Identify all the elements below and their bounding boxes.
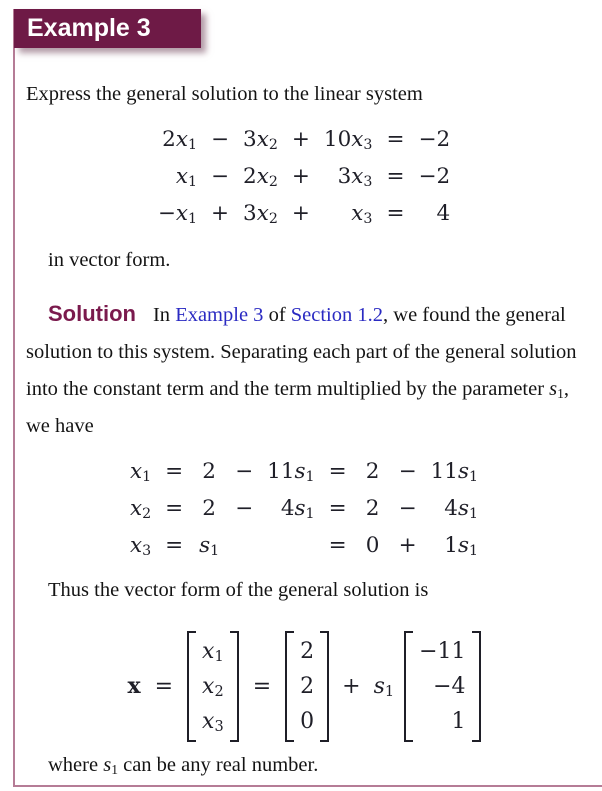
equals-sign: = — [386, 127, 405, 152]
math-var: x — [175, 201, 188, 226]
in-vector-form-text: in vector form. — [48, 249, 171, 271]
matrix-bracket-left — [285, 631, 294, 742]
math-op: − — [211, 127, 230, 152]
math-var: x — [129, 496, 143, 521]
matrix-cell: $x_1$ — [202, 639, 224, 665]
matrix-cell: 0 — [300, 709, 315, 734]
math-term — [158, 121, 197, 158]
page-content — [26, 48, 582, 780]
math-term — [431, 490, 478, 527]
math-op: − — [398, 459, 417, 484]
math-var: s — [457, 496, 470, 521]
matrix-bracket-right — [320, 631, 329, 742]
math-var: x — [351, 201, 364, 226]
matrix-cell: $x_2$ — [202, 674, 224, 700]
math-sub: 1 — [187, 174, 198, 190]
math-var: x — [351, 164, 364, 189]
math-sub: 2 — [142, 506, 152, 522]
where-pre: where — [48, 754, 104, 776]
equals-sign: = — [328, 533, 347, 558]
vector-x-label: x — [127, 673, 141, 699]
matrix-direction — [404, 631, 480, 742]
matrix-bracket-left — [187, 631, 196, 742]
link-section-1-2[interactable]: Section 1.2 — [290, 304, 384, 326]
math-var: x — [129, 533, 143, 558]
left-border-line — [13, 9, 15, 787]
bottom-border-line — [13, 785, 602, 787]
math-var: s — [294, 496, 306, 521]
solution-text: In — [152, 304, 176, 326]
math-var: x — [175, 164, 188, 189]
math-term — [324, 121, 373, 158]
math-var: x — [256, 127, 269, 152]
math-coeff: 1 — [444, 533, 458, 558]
math-coeff: 3 — [243, 201, 257, 226]
math-var: s — [199, 533, 211, 558]
math-sub: 1 — [187, 137, 198, 153]
equals-sign: = — [165, 459, 184, 484]
math-var: x — [351, 127, 364, 152]
math-sub: 1 — [187, 211, 198, 227]
matrix-x-vars — [187, 631, 239, 742]
math-sub: 1 — [210, 543, 220, 559]
link-example-3[interactable]: Example 3 — [175, 304, 264, 326]
math-sub: 1 — [469, 543, 479, 559]
math-term — [267, 527, 314, 564]
thus-text: Thus the vector form of the general solution is — [48, 579, 429, 601]
math-sub: 3 — [142, 543, 152, 559]
math-term — [197, 453, 221, 490]
vector-equation — [127, 631, 480, 742]
coefficient-s1: $s_1$ — [373, 674, 395, 700]
math-sub: 3 — [363, 211, 373, 227]
math-term — [158, 158, 197, 195]
math-op — [221, 527, 267, 564]
math-sub: 3 — [363, 174, 373, 190]
math-term — [130, 453, 151, 490]
math-term — [130, 490, 151, 527]
math-op: + — [291, 201, 310, 226]
math-coeff: 2 — [202, 459, 216, 484]
matrix-cell: 1 — [451, 709, 466, 734]
math-term — [197, 527, 221, 564]
math-value: 2 — [365, 496, 380, 521]
math-op: − — [211, 164, 230, 189]
math-term — [158, 195, 197, 232]
solution-label: Solution — [48, 301, 136, 326]
math-coeff: 2 — [243, 164, 257, 189]
math-sub: 1 — [469, 506, 479, 522]
math-term — [243, 121, 278, 158]
math-coeff: 2 — [202, 496, 216, 521]
math-sub: 1 — [305, 469, 315, 485]
math-sub: 2 — [268, 174, 278, 190]
math-coeff: 11 — [430, 459, 458, 484]
matrix-cell: $x_3$ — [202, 709, 224, 735]
math-coeff: − — [157, 201, 176, 226]
math-term — [431, 527, 478, 564]
math-value: 2 — [365, 459, 380, 484]
where-post: can be any real number. — [117, 754, 319, 776]
math-coeff: 11 — [267, 459, 295, 484]
math-op: + — [211, 201, 230, 226]
rhs-value: 4 — [436, 201, 451, 226]
math-var: x — [175, 127, 188, 152]
math-op: + — [291, 164, 310, 189]
math-coeff: 10 — [323, 127, 352, 152]
math-sub: 3 — [363, 137, 373, 153]
solution-paragraph — [26, 295, 582, 445]
math-var: x — [256, 164, 269, 189]
math-var: s — [457, 459, 470, 484]
matrix-cell: −4 — [433, 674, 466, 699]
math-term — [431, 453, 478, 490]
matrix-bracket-left — [404, 631, 413, 742]
parameter-s1: $s_1$ — [549, 378, 564, 401]
math-coeff: 3 — [243, 127, 257, 152]
math-coeff: 3 — [337, 164, 352, 189]
math-term — [267, 490, 314, 527]
linear-system-equation — [158, 121, 450, 232]
math-op: − — [398, 496, 417, 521]
math-var: s — [457, 533, 470, 558]
example-header-title: Example 3 — [27, 14, 151, 42]
math-value: 0 — [365, 533, 380, 558]
math-coeff: 2 — [162, 127, 176, 152]
parameter-s1: $s_1$ — [103, 754, 118, 777]
math-term — [243, 195, 278, 232]
solution-text: , we have — [26, 378, 570, 437]
math-op: − — [235, 496, 254, 521]
where-text — [48, 750, 582, 780]
math-term — [243, 158, 278, 195]
math-var: s — [294, 459, 306, 484]
equals-sign: = — [328, 459, 347, 484]
example-header — [14, 9, 201, 48]
solution-system-equation — [130, 453, 478, 564]
matrix-bracket-right — [230, 631, 239, 742]
math-op: + — [398, 533, 417, 558]
rhs-value: −2 — [418, 127, 451, 152]
equals-sign: = — [386, 201, 405, 226]
math-op: + — [291, 127, 310, 152]
math-term — [130, 527, 151, 564]
rhs-value: −2 — [418, 164, 451, 189]
math-coeff: 4 — [444, 496, 458, 521]
math-term — [267, 453, 314, 490]
math-sub: 1 — [142, 469, 152, 485]
solution-text: , we found the general solution to this system. Separating each part of the general solution into the constant term and the term multiplied by the parameter — [26, 304, 577, 400]
matrix-bracket-right — [472, 631, 481, 742]
matrix-cell: 2 — [300, 639, 315, 664]
equals-sign: = — [328, 496, 347, 521]
math-var: x — [256, 201, 269, 226]
equals-sign: = — [252, 674, 272, 699]
equals-sign: = — [386, 164, 405, 189]
math-term — [324, 195, 373, 232]
matrix-cell: 2 — [300, 674, 315, 699]
math-sub: 1 — [305, 506, 315, 522]
equals-sign: = — [154, 674, 174, 699]
matrix-constants — [285, 631, 329, 742]
math-sub: 2 — [268, 137, 278, 153]
math-sub: 1 — [469, 469, 479, 485]
math-sub: 2 — [268, 211, 278, 227]
math-coeff: 4 — [280, 496, 295, 521]
intro-text: Express the general solution to the linear system — [26, 83, 423, 105]
equals-sign: = — [165, 533, 184, 558]
math-var: x — [129, 459, 143, 484]
solution-text: of — [263, 304, 291, 326]
matrix-cell: −11 — [419, 639, 466, 664]
math-op: − — [235, 459, 254, 484]
plus-sign: + — [342, 674, 361, 699]
math-term — [197, 490, 221, 527]
math-term — [324, 158, 373, 195]
equals-sign: = — [165, 496, 184, 521]
